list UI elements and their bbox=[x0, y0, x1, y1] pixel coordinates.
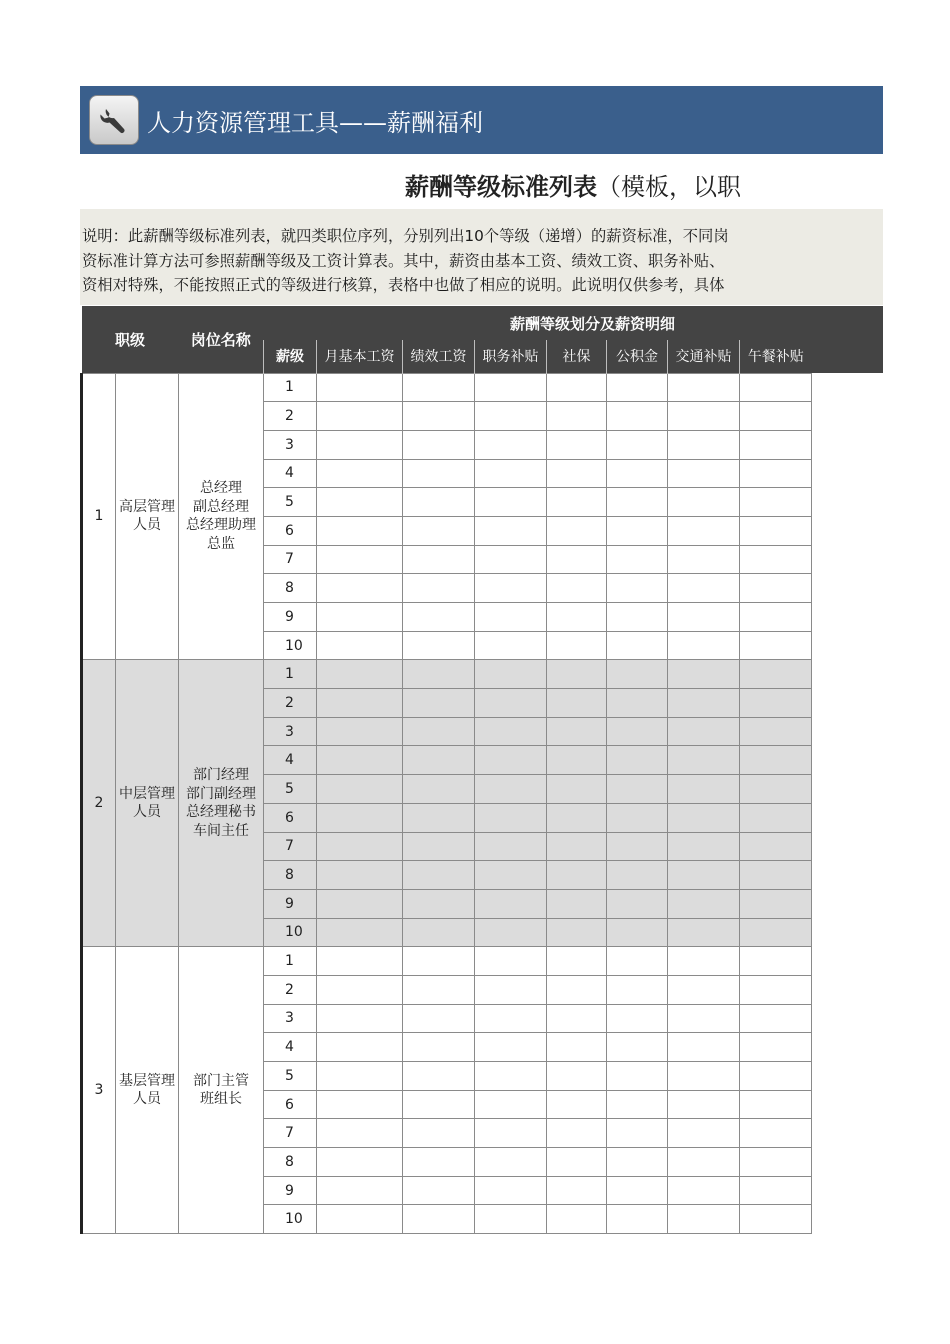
salary-cell[interactable] bbox=[547, 1148, 607, 1177]
salary-cell[interactable] bbox=[475, 1119, 547, 1148]
salary-cell[interactable] bbox=[317, 1205, 403, 1234]
salary-cell[interactable] bbox=[475, 861, 547, 890]
salary-cell[interactable] bbox=[740, 488, 812, 517]
salary-cell[interactable] bbox=[547, 832, 607, 861]
salary-cell[interactable] bbox=[607, 1205, 668, 1234]
salary-cell[interactable] bbox=[403, 746, 475, 775]
salary-cell[interactable] bbox=[740, 516, 812, 545]
salary-cell[interactable] bbox=[668, 918, 740, 947]
salary-cell[interactable] bbox=[668, 861, 740, 890]
salary-cell[interactable] bbox=[475, 430, 547, 459]
salary-cell[interactable] bbox=[475, 803, 547, 832]
salary-cell[interactable] bbox=[607, 1176, 668, 1205]
salary-cell[interactable] bbox=[547, 1119, 607, 1148]
salary-cell[interactable] bbox=[668, 689, 740, 718]
salary-cell[interactable] bbox=[740, 631, 812, 660]
salary-cell[interactable] bbox=[740, 832, 812, 861]
grade-cell: 9 bbox=[264, 603, 317, 632]
salary-cell[interactable] bbox=[317, 660, 403, 689]
level-name bbox=[116, 660, 179, 947]
grade-cell: 6 bbox=[264, 1090, 317, 1119]
header-column: 交通补贴 bbox=[668, 340, 740, 373]
position-names bbox=[179, 660, 264, 947]
salary-cell[interactable] bbox=[317, 1062, 403, 1091]
salary-cell[interactable] bbox=[475, 660, 547, 689]
salary-cell[interactable] bbox=[668, 775, 740, 804]
level-name-line: 人员 bbox=[133, 1091, 161, 1108]
salary-cell[interactable] bbox=[668, 545, 740, 574]
note-line: 资相对特殊，不能按照正式的等级进行核算，表格中也做了相应的说明。此说明仅供参考，具体 bbox=[82, 276, 725, 294]
salary-cell[interactable] bbox=[668, 803, 740, 832]
table-row bbox=[82, 947, 812, 976]
salary-cell[interactable] bbox=[403, 803, 475, 832]
grade-cell: 4 bbox=[264, 746, 317, 775]
salary-cell[interactable] bbox=[403, 689, 475, 718]
salary-cell[interactable] bbox=[668, 947, 740, 976]
salary-cell[interactable] bbox=[607, 488, 668, 517]
grade-cell: 7 bbox=[264, 832, 317, 861]
salary-cell[interactable] bbox=[740, 775, 812, 804]
header-column: 月基本工资 bbox=[317, 340, 403, 373]
salary-cell[interactable] bbox=[668, 1148, 740, 1177]
salary-cell[interactable] bbox=[317, 1176, 403, 1205]
salary-cell[interactable] bbox=[607, 516, 668, 545]
position-names bbox=[179, 373, 264, 660]
salary-cell[interactable] bbox=[668, 1090, 740, 1119]
position-name: 副总经理 bbox=[193, 498, 249, 515]
salary-cell[interactable] bbox=[547, 717, 607, 746]
salary-cell[interactable] bbox=[403, 947, 475, 976]
salary-cell[interactable] bbox=[740, 1033, 812, 1062]
salary-cell[interactable] bbox=[740, 545, 812, 574]
position-names bbox=[179, 947, 264, 1234]
salary-cell[interactable] bbox=[403, 373, 475, 402]
salary-cell[interactable] bbox=[547, 545, 607, 574]
salary-cell[interactable] bbox=[317, 975, 403, 1004]
salary-cell[interactable] bbox=[403, 1176, 475, 1205]
grade-cell: 3 bbox=[264, 430, 317, 459]
salary-cell[interactable] bbox=[740, 1176, 812, 1205]
grade-cell: 5 bbox=[264, 488, 317, 517]
salary-cell[interactable] bbox=[317, 430, 403, 459]
salary-cell[interactable] bbox=[740, 373, 812, 402]
grade-cell: 2 bbox=[264, 975, 317, 1004]
salary-cell[interactable] bbox=[317, 717, 403, 746]
salary-cell[interactable] bbox=[547, 689, 607, 718]
salary-cell[interactable] bbox=[668, 516, 740, 545]
level-name-line: 中层管理 bbox=[119, 785, 175, 802]
salary-cell[interactable] bbox=[668, 402, 740, 431]
note-band bbox=[80, 209, 883, 305]
salary-cell[interactable] bbox=[740, 1119, 812, 1148]
salary-cell[interactable] bbox=[740, 1205, 812, 1234]
salary-cell[interactable] bbox=[403, 603, 475, 632]
salary-cell[interactable] bbox=[403, 402, 475, 431]
salary-cell[interactable] bbox=[403, 1205, 475, 1234]
salary-cell[interactable] bbox=[317, 488, 403, 517]
salary-cell[interactable] bbox=[740, 1148, 812, 1177]
salary-cell[interactable] bbox=[403, 1062, 475, 1091]
salary-cell[interactable] bbox=[475, 488, 547, 517]
salary-cell[interactable] bbox=[740, 947, 812, 976]
salary-cell[interactable] bbox=[668, 430, 740, 459]
salary-cell[interactable] bbox=[403, 459, 475, 488]
salary-cell[interactable] bbox=[403, 1090, 475, 1119]
grade-cell: 10 bbox=[264, 631, 317, 660]
grade-cell: 6 bbox=[264, 803, 317, 832]
position-name: 部门副经理 bbox=[186, 785, 256, 802]
salary-cell[interactable] bbox=[475, 947, 547, 976]
salary-cell[interactable] bbox=[607, 603, 668, 632]
salary-cell[interactable] bbox=[403, 1119, 475, 1148]
header-column: 公积金 bbox=[607, 340, 668, 373]
salary-cell[interactable] bbox=[547, 402, 607, 431]
header-group: 薪酬等级划分及薪资明细 bbox=[264, 306, 812, 340]
grade-cell: 9 bbox=[264, 1176, 317, 1205]
salary-cell[interactable] bbox=[668, 631, 740, 660]
grade-cell: 4 bbox=[264, 1033, 317, 1062]
salary-cell[interactable] bbox=[668, 746, 740, 775]
salary-cell[interactable] bbox=[403, 660, 475, 689]
level-name bbox=[116, 947, 179, 1234]
salary-cell[interactable] bbox=[403, 775, 475, 804]
salary-cell[interactable] bbox=[317, 775, 403, 804]
salary-cell[interactable] bbox=[547, 631, 607, 660]
salary-cell[interactable] bbox=[547, 430, 607, 459]
salary-cell[interactable] bbox=[475, 1062, 547, 1091]
page-title: 人力资源管理工具——薪酬福利 bbox=[147, 108, 483, 137]
salary-cell[interactable] bbox=[668, 1004, 740, 1033]
grade-cell: 10 bbox=[264, 918, 317, 947]
salary-cell[interactable] bbox=[475, 775, 547, 804]
salary-cell[interactable] bbox=[547, 775, 607, 804]
header-position: 岗位名称 bbox=[179, 306, 264, 373]
salary-cell[interactable] bbox=[317, 861, 403, 890]
salary-cell[interactable] bbox=[740, 803, 812, 832]
salary-cell[interactable] bbox=[317, 947, 403, 976]
salary-cell[interactable] bbox=[607, 689, 668, 718]
grade-cell: 8 bbox=[264, 1148, 317, 1177]
header-grade: 薪级 bbox=[264, 340, 317, 373]
salary-cell[interactable] bbox=[668, 488, 740, 517]
salary-cell[interactable] bbox=[317, 545, 403, 574]
salary-cell[interactable] bbox=[607, 717, 668, 746]
salary-cell[interactable] bbox=[740, 603, 812, 632]
salary-cell[interactable] bbox=[547, 459, 607, 488]
salary-cell[interactable] bbox=[475, 1205, 547, 1234]
grade-cell: 1 bbox=[264, 660, 317, 689]
level-index: 2 bbox=[82, 660, 116, 947]
salary-cell[interactable] bbox=[317, 402, 403, 431]
salary-cell[interactable] bbox=[547, 889, 607, 918]
salary-cell[interactable] bbox=[607, 631, 668, 660]
salary-cell[interactable] bbox=[668, 574, 740, 603]
salary-cell[interactable] bbox=[607, 1119, 668, 1148]
grade-cell: 2 bbox=[264, 402, 317, 431]
grade-cell: 9 bbox=[264, 889, 317, 918]
salary-cell[interactable] bbox=[740, 430, 812, 459]
salary-cell[interactable] bbox=[403, 717, 475, 746]
salary-cell[interactable] bbox=[547, 516, 607, 545]
salary-cell[interactable] bbox=[740, 746, 812, 775]
grade-cell: 8 bbox=[264, 861, 317, 890]
salary-cell[interactable] bbox=[547, 1033, 607, 1062]
level-name-line: 基层管理 bbox=[119, 1072, 175, 1089]
salary-cell[interactable] bbox=[547, 660, 607, 689]
salary-cell[interactable] bbox=[547, 1062, 607, 1091]
salary-cell[interactable] bbox=[607, 1062, 668, 1091]
salary-cell[interactable] bbox=[607, 373, 668, 402]
salary-cell[interactable] bbox=[475, 1176, 547, 1205]
salary-cell[interactable] bbox=[607, 918, 668, 947]
salary-cell[interactable] bbox=[607, 889, 668, 918]
salary-cell[interactable] bbox=[668, 1033, 740, 1062]
salary-cell[interactable] bbox=[607, 947, 668, 976]
header-column: 社保 bbox=[547, 340, 607, 373]
salary-cell[interactable] bbox=[475, 402, 547, 431]
salary-cell[interactable] bbox=[403, 1148, 475, 1177]
salary-cell[interactable] bbox=[547, 861, 607, 890]
grade-cell: 10 bbox=[264, 1205, 317, 1234]
salary-cell[interactable] bbox=[475, 459, 547, 488]
salary-cell[interactable] bbox=[740, 1090, 812, 1119]
salary-cell[interactable] bbox=[475, 832, 547, 861]
grade-cell: 3 bbox=[264, 717, 317, 746]
grade-cell: 6 bbox=[264, 516, 317, 545]
salary-cell[interactable] bbox=[317, 832, 403, 861]
salary-cell[interactable] bbox=[740, 889, 812, 918]
salary-cell[interactable] bbox=[403, 889, 475, 918]
salary-cell[interactable] bbox=[475, 373, 547, 402]
salary-cell[interactable] bbox=[475, 717, 547, 746]
salary-cell[interactable] bbox=[547, 947, 607, 976]
salary-cell[interactable] bbox=[668, 603, 740, 632]
salary-cell[interactable] bbox=[317, 459, 403, 488]
salary-cell[interactable] bbox=[403, 975, 475, 1004]
salary-cell[interactable] bbox=[403, 488, 475, 517]
salary-cell[interactable] bbox=[403, 1033, 475, 1062]
salary-cell[interactable] bbox=[317, 746, 403, 775]
header-level: 职级 bbox=[82, 306, 179, 373]
salary-cell[interactable] bbox=[607, 545, 668, 574]
salary-cell[interactable] bbox=[547, 1090, 607, 1119]
salary-cell[interactable] bbox=[607, 832, 668, 861]
header-fill bbox=[811, 306, 883, 373]
subtitle-main: 薪酬等级标准列表 bbox=[405, 173, 597, 201]
salary-cell[interactable] bbox=[317, 803, 403, 832]
salary-cell[interactable] bbox=[740, 574, 812, 603]
title-banner bbox=[80, 86, 883, 154]
salary-cell[interactable] bbox=[740, 402, 812, 431]
grade-cell: 3 bbox=[264, 1004, 317, 1033]
grade-cell: 7 bbox=[264, 1119, 317, 1148]
salary-table bbox=[80, 306, 812, 1234]
salary-cell[interactable] bbox=[607, 660, 668, 689]
salary-cell[interactable] bbox=[607, 1148, 668, 1177]
salary-cell[interactable] bbox=[475, 1148, 547, 1177]
note-line: 说明：此薪酬等级标准列表，就四类职位序列，分别列出10个等级（递增）的薪资标准，不同岗 bbox=[82, 227, 729, 245]
wrench-icon bbox=[89, 95, 139, 145]
salary-cell[interactable] bbox=[668, 660, 740, 689]
salary-cell[interactable] bbox=[547, 488, 607, 517]
salary-cell[interactable] bbox=[607, 1033, 668, 1062]
salary-cell[interactable] bbox=[547, 1176, 607, 1205]
table-body bbox=[82, 373, 812, 1234]
salary-cell[interactable] bbox=[607, 1004, 668, 1033]
salary-cell[interactable] bbox=[403, 861, 475, 890]
salary-cell[interactable] bbox=[547, 603, 607, 632]
position-name: 总经理 bbox=[200, 480, 242, 497]
salary-cell[interactable] bbox=[668, 832, 740, 861]
salary-cell[interactable] bbox=[607, 1090, 668, 1119]
salary-cell[interactable] bbox=[740, 861, 812, 890]
salary-cell[interactable] bbox=[547, 1205, 607, 1234]
salary-cell[interactable] bbox=[475, 918, 547, 947]
grade-cell: 4 bbox=[264, 459, 317, 488]
salary-cell[interactable] bbox=[317, 1119, 403, 1148]
position-name: 部门经理 bbox=[193, 767, 249, 784]
salary-cell[interactable] bbox=[607, 861, 668, 890]
salary-cell[interactable] bbox=[475, 746, 547, 775]
header-column: 午餐补贴 bbox=[740, 340, 812, 373]
salary-cell[interactable] bbox=[317, 516, 403, 545]
salary-cell[interactable] bbox=[740, 660, 812, 689]
position-name: 总监 bbox=[207, 535, 235, 552]
salary-cell[interactable] bbox=[317, 373, 403, 402]
level-name-line: 高层管理 bbox=[119, 498, 175, 515]
salary-cell[interactable] bbox=[668, 975, 740, 1004]
salary-cell[interactable] bbox=[547, 746, 607, 775]
subtitle-paren: （模板，以职 bbox=[597, 173, 741, 201]
level-name-line: 人员 bbox=[133, 804, 161, 821]
salary-cell[interactable] bbox=[475, 689, 547, 718]
salary-cell[interactable] bbox=[317, 603, 403, 632]
salary-cell[interactable] bbox=[607, 746, 668, 775]
salary-cell[interactable] bbox=[668, 1119, 740, 1148]
grade-cell: 1 bbox=[264, 947, 317, 976]
salary-cell[interactable] bbox=[740, 1062, 812, 1091]
note-text bbox=[82, 224, 810, 304]
salary-cell[interactable] bbox=[740, 918, 812, 947]
position-name: 总经理秘书 bbox=[186, 804, 256, 821]
salary-cell[interactable] bbox=[317, 1004, 403, 1033]
level-index: 3 bbox=[82, 947, 116, 1234]
salary-cell[interactable] bbox=[547, 1004, 607, 1033]
salary-cell[interactable] bbox=[317, 631, 403, 660]
salary-cell[interactable] bbox=[547, 918, 607, 947]
salary-cell[interactable] bbox=[607, 459, 668, 488]
salary-cell[interactable] bbox=[547, 975, 607, 1004]
salary-cell[interactable] bbox=[740, 459, 812, 488]
salary-cell[interactable] bbox=[668, 373, 740, 402]
salary-cell[interactable] bbox=[607, 975, 668, 1004]
salary-cell[interactable] bbox=[668, 889, 740, 918]
salary-cell[interactable] bbox=[607, 402, 668, 431]
salary-cell[interactable] bbox=[547, 803, 607, 832]
salary-cell[interactable] bbox=[317, 889, 403, 918]
sheet-subtitle bbox=[80, 165, 883, 205]
salary-cell[interactable] bbox=[740, 1004, 812, 1033]
salary-cell[interactable] bbox=[668, 1205, 740, 1234]
grade-cell: 5 bbox=[264, 775, 317, 804]
level-index: 1 bbox=[82, 373, 116, 660]
salary-cell[interactable] bbox=[547, 574, 607, 603]
salary-cell[interactable] bbox=[475, 545, 547, 574]
salary-cell[interactable] bbox=[607, 430, 668, 459]
salary-cell[interactable] bbox=[317, 1148, 403, 1177]
salary-cell[interactable] bbox=[668, 459, 740, 488]
table-row bbox=[82, 660, 812, 689]
salary-cell[interactable] bbox=[317, 689, 403, 718]
salary-cell[interactable] bbox=[668, 1176, 740, 1205]
position-name: 总经理助理 bbox=[186, 517, 256, 534]
salary-cell[interactable] bbox=[403, 918, 475, 947]
salary-cell[interactable] bbox=[740, 975, 812, 1004]
salary-cell[interactable] bbox=[475, 516, 547, 545]
position-name: 车间主任 bbox=[193, 822, 249, 839]
salary-cell[interactable] bbox=[475, 574, 547, 603]
salary-cell[interactable] bbox=[317, 1090, 403, 1119]
grade-cell: 8 bbox=[264, 574, 317, 603]
salary-cell[interactable] bbox=[668, 717, 740, 746]
salary-cell[interactable] bbox=[475, 1004, 547, 1033]
salary-cell[interactable] bbox=[475, 975, 547, 1004]
note-line: 资标准计算方法可参照薪酬等级及工资计算表。其中，薪资由基本工资、绩效工资、职务补贴、 bbox=[82, 251, 725, 270]
salary-cell[interactable] bbox=[403, 516, 475, 545]
grade-cell: 5 bbox=[264, 1062, 317, 1091]
salary-cell[interactable] bbox=[403, 832, 475, 861]
salary-cell[interactable] bbox=[475, 603, 547, 632]
salary-cell[interactable] bbox=[607, 574, 668, 603]
salary-cell[interactable] bbox=[668, 1062, 740, 1091]
position-name: 部门主管 bbox=[193, 1072, 249, 1089]
header-column: 职务补贴 bbox=[475, 340, 547, 373]
table-row bbox=[82, 373, 812, 402]
salary-cell[interactable] bbox=[475, 889, 547, 918]
grade-cell: 1 bbox=[264, 373, 317, 402]
level-name bbox=[116, 373, 179, 660]
salary-cell[interactable] bbox=[317, 918, 403, 947]
salary-cell[interactable] bbox=[607, 775, 668, 804]
salary-cell[interactable] bbox=[740, 689, 812, 718]
salary-cell[interactable] bbox=[403, 545, 475, 574]
salary-cell[interactable] bbox=[475, 1090, 547, 1119]
level-name-line: 人员 bbox=[133, 517, 161, 534]
salary-cell[interactable] bbox=[475, 631, 547, 660]
salary-cell[interactable] bbox=[475, 1033, 547, 1062]
salary-cell[interactable] bbox=[607, 803, 668, 832]
salary-cell[interactable] bbox=[403, 631, 475, 660]
salary-cell[interactable] bbox=[403, 430, 475, 459]
salary-cell[interactable] bbox=[403, 574, 475, 603]
header-column: 绩效工资 bbox=[403, 340, 475, 373]
grade-cell: 2 bbox=[264, 689, 317, 718]
salary-cell[interactable] bbox=[547, 373, 607, 402]
salary-cell[interactable] bbox=[317, 1033, 403, 1062]
salary-cell[interactable] bbox=[317, 574, 403, 603]
grade-cell: 7 bbox=[264, 545, 317, 574]
salary-cell[interactable] bbox=[403, 1004, 475, 1033]
position-name: 班组长 bbox=[200, 1091, 242, 1108]
salary-cell[interactable] bbox=[740, 717, 812, 746]
